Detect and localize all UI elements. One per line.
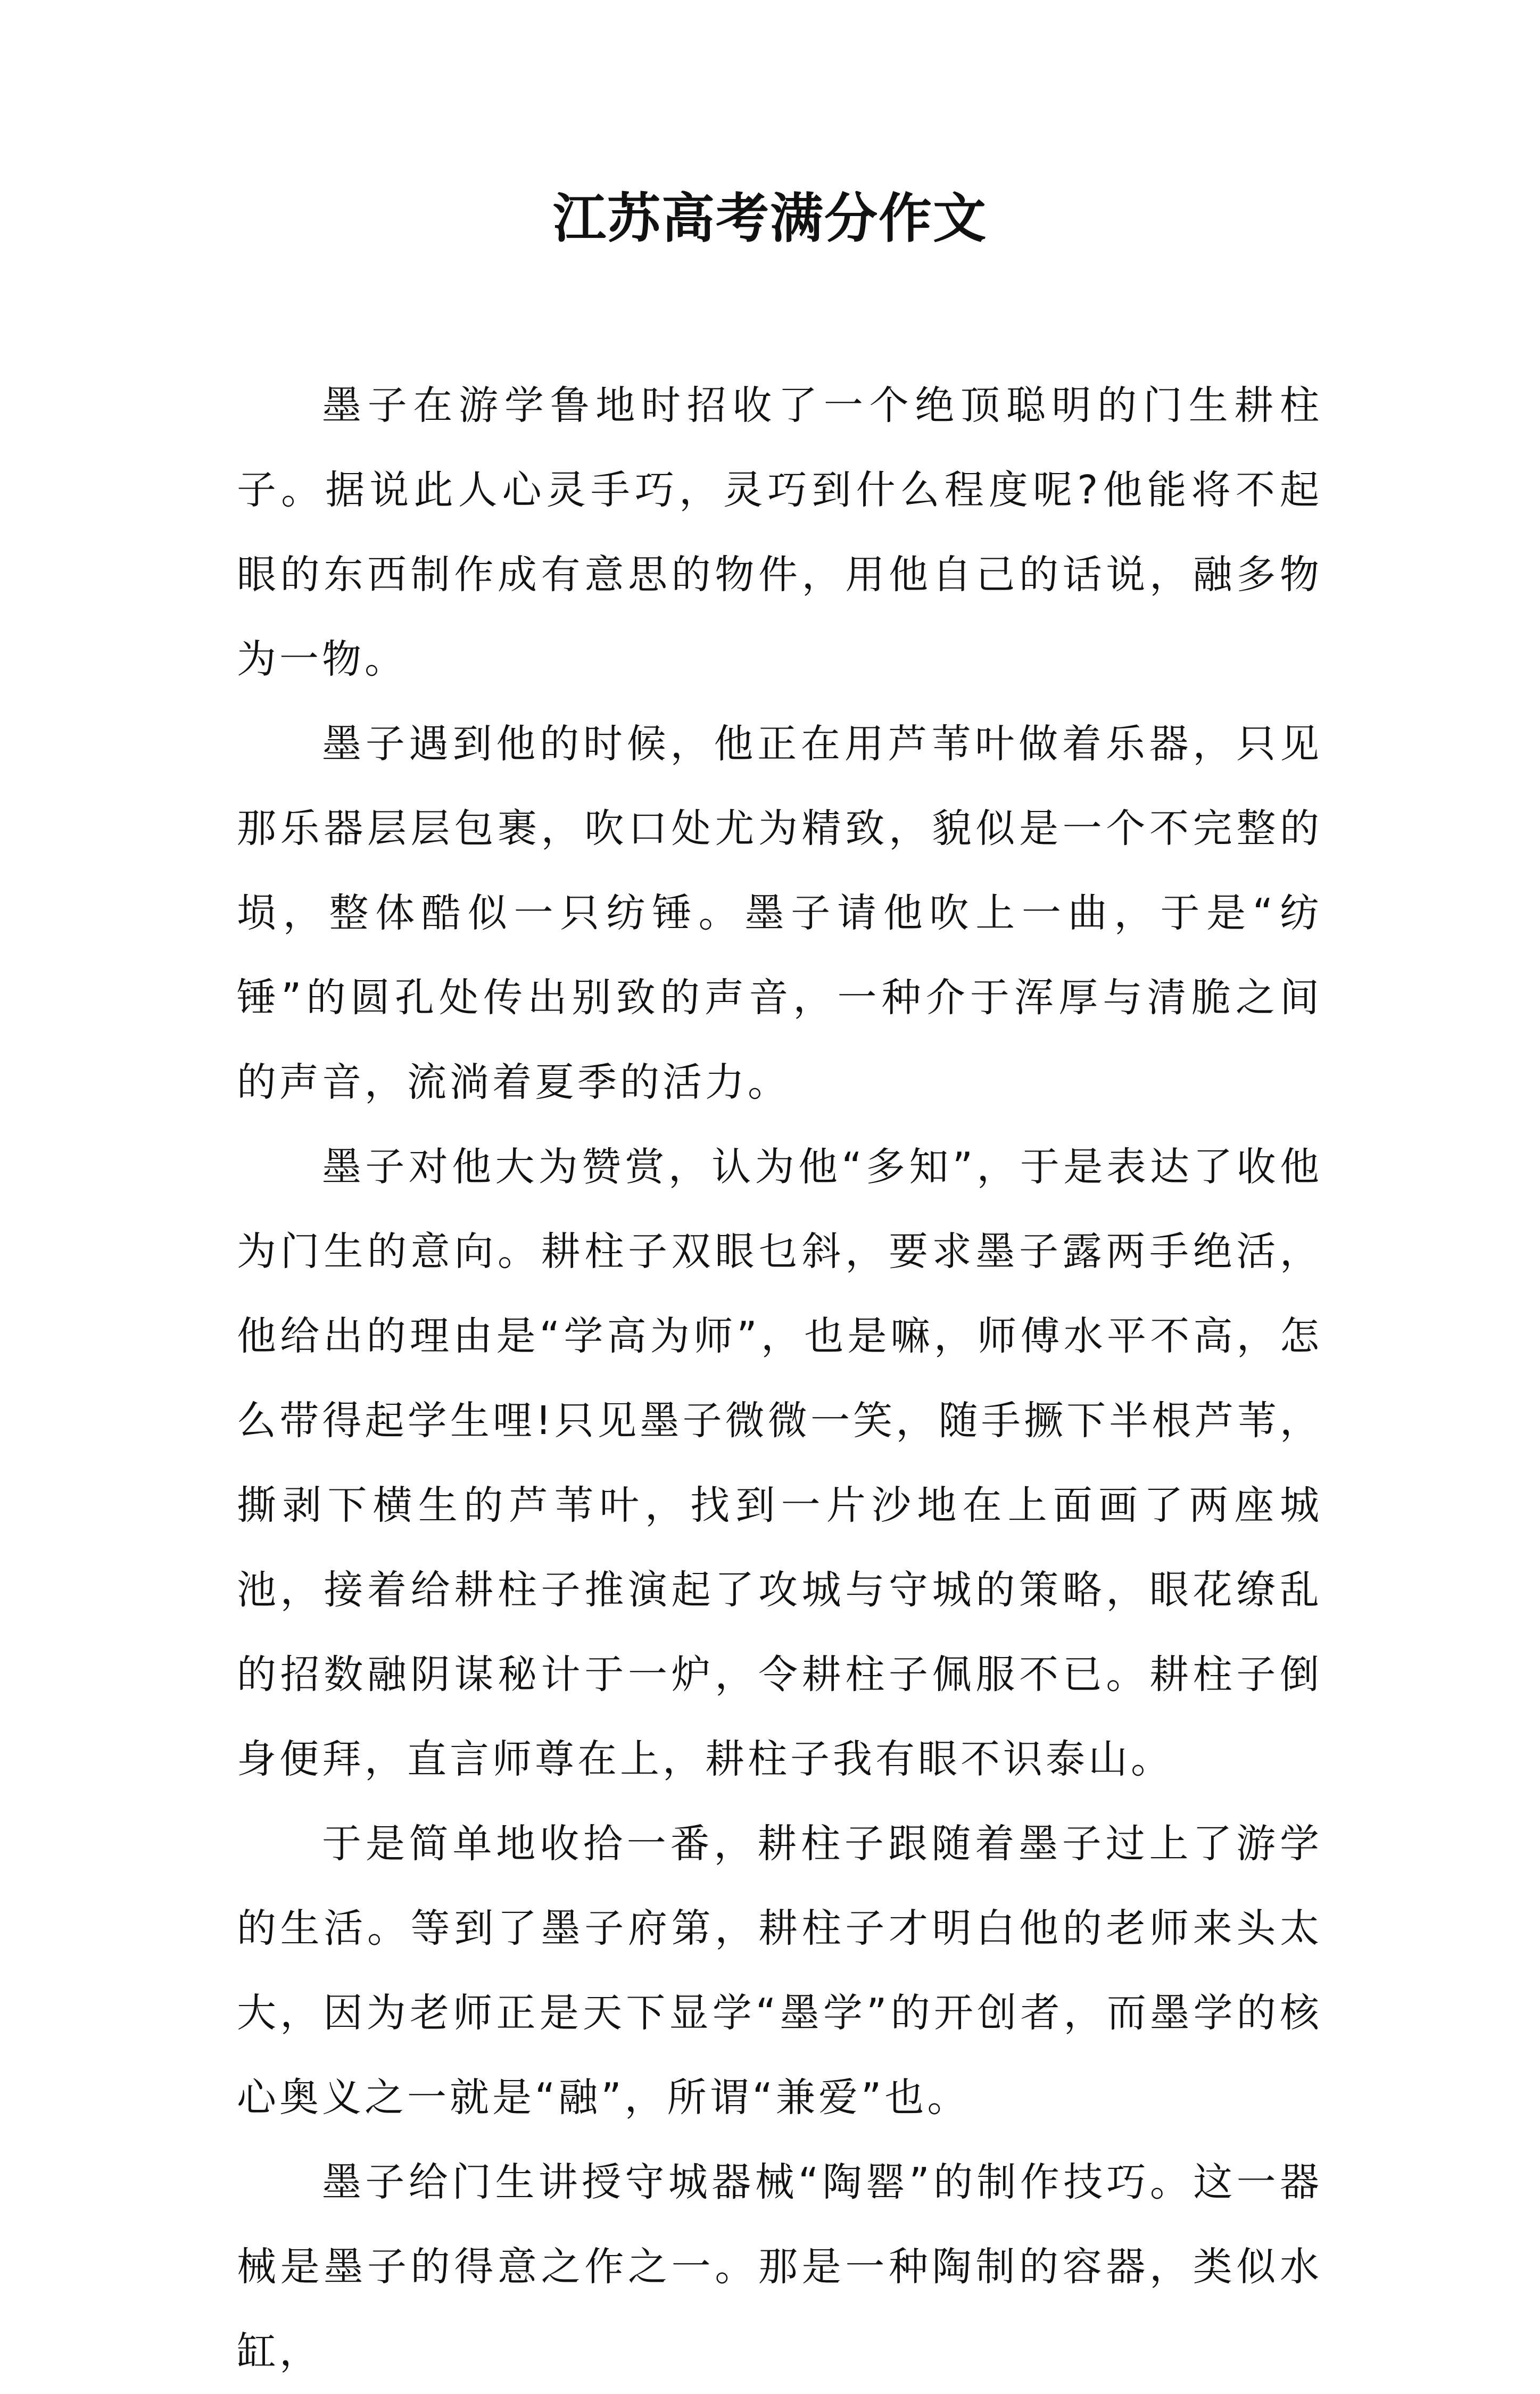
paragraph-5: 墨子给门生讲授守城器械“陶罂”的制作技巧。这一器械是墨子的得意之作之一。那是一种陶制的容器，类似水缸， [237,2159,1322,2374]
paragraph-2: 墨子遇到他的时候，他正在用芦苇叶做着乐器，只见那乐器层层包裹，吹口处尤为精致，貌似是一个不完整的埙，整体酷似一只纺锤。墨子请他吹上一曲，于是“纺锤”的圆孔处传出别致的声音，一种介于浑厚与清脆之间的声音，流淌着夏季的活力。 [237,721,1322,1105]
document-body [237,363,1322,2394]
document-title: 江苏高考满分作文 [553,187,987,250]
paragraph-3: 墨子对他大为赞赏，认为他“多知”，于是表达了收他为门生的意向。耕柱子双眼乜斜，要求墨子露两手绝活，他给出的理由是“学高为师”，也是嘛，师傅水平不高，怎么带得起学生哩!只见墨子微微一笑，随手撅下半根芦苇，撕剥下横生的芦苇叶，找到一片沙地在上面画了两座城池，接着给耕柱子推演起了攻城与守城的策略，眼花缭乱的招数融阴谋秘计于一炉，令耕柱子佩服不已。耕柱子倒身便拜，直言师尊在上，耕柱子我有眼不识泰山。 [237,1144,1322,1782]
paragraph-1: 墨子在游学鲁地时招收了一个绝顶聪明的门生耕柱子。据说此人心灵手巧，灵巧到什么程度呢?他能将不起眼的东西制作成有意思的物件，用他自己的话说，融多物为一物。 [237,383,1322,682]
paragraph-4: 于是简单地收拾一番，耕柱子跟随着墨子过上了游学的生活。等到了墨子府第，耕柱子才明白他的老师来头太大，因为老师正是天下显学“墨学”的开创者，而墨学的核心奥义之一就是“融”，所谓“兼爱”也。 [237,1821,1322,2120]
